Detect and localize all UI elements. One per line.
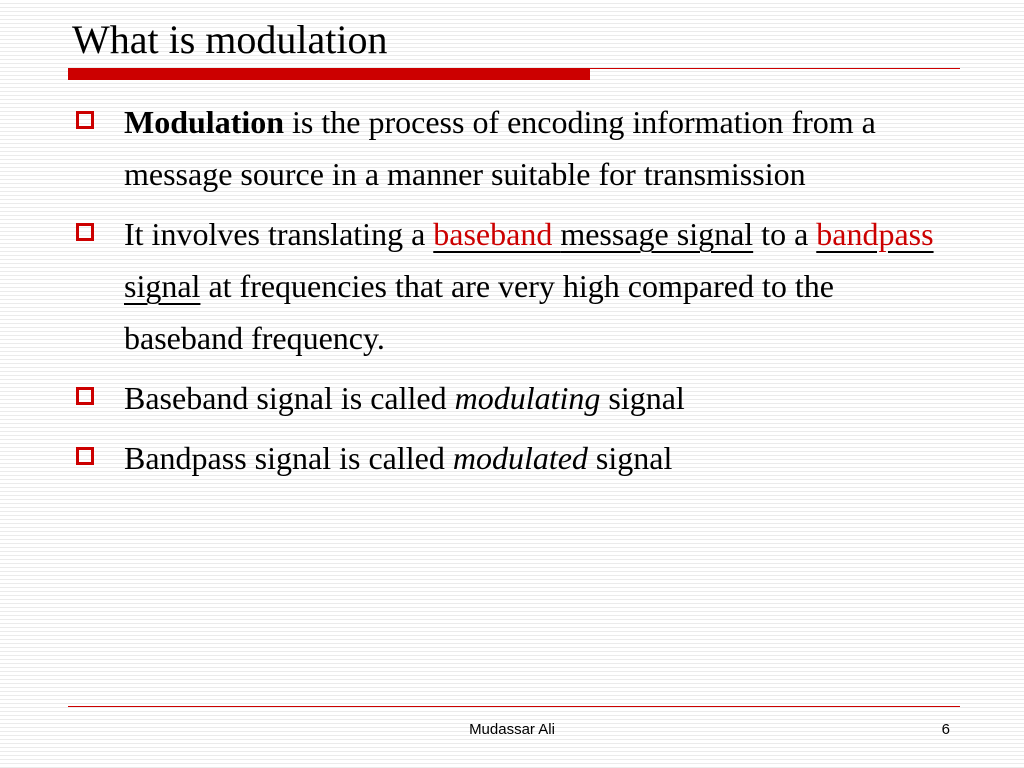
highlight-baseband: baseband bbox=[433, 216, 561, 252]
title-underline-bar bbox=[68, 68, 590, 80]
square-bullet-icon bbox=[76, 111, 94, 129]
square-bullet-icon bbox=[76, 223, 94, 241]
bullet-text: Baseband signal is called bbox=[124, 380, 455, 416]
bullet-item bbox=[74, 96, 954, 200]
title-underline-thin bbox=[590, 68, 960, 69]
bullet-text: to a bbox=[753, 216, 817, 252]
bullet-text: Bandpass signal is called bbox=[124, 440, 453, 476]
footer-author: Mudassar Ali bbox=[469, 721, 555, 738]
highlight-bandpass: bandpass bbox=[816, 216, 934, 252]
bullet-text: signal bbox=[600, 380, 685, 416]
term-modulated: modulated bbox=[452, 440, 588, 476]
bullet-list bbox=[74, 96, 954, 484]
square-bullet-icon bbox=[76, 447, 94, 465]
slide-title: What is modulation bbox=[72, 17, 388, 62]
page-number: 6 bbox=[941, 721, 950, 738]
bullet-item bbox=[74, 372, 954, 424]
footer-divider bbox=[68, 706, 960, 707]
bullet-item bbox=[74, 208, 954, 364]
bullet-text: It involves translating a bbox=[124, 216, 434, 252]
term-modulation: Modulation bbox=[124, 104, 285, 140]
underlined-message-signal: message signal bbox=[560, 216, 754, 252]
square-bullet-icon bbox=[76, 387, 94, 405]
term-modulating: modulating bbox=[454, 380, 601, 416]
bullet-item bbox=[74, 432, 954, 484]
bullet-text: signal bbox=[587, 440, 673, 476]
bullet-text: is the process of encoding information from a message source in a manner suitable for transmission bbox=[124, 104, 876, 192]
bullet-text: at frequencies that are very high compared to the baseband frequency. bbox=[124, 268, 834, 356]
underlined-signal: signal bbox=[124, 268, 201, 304]
